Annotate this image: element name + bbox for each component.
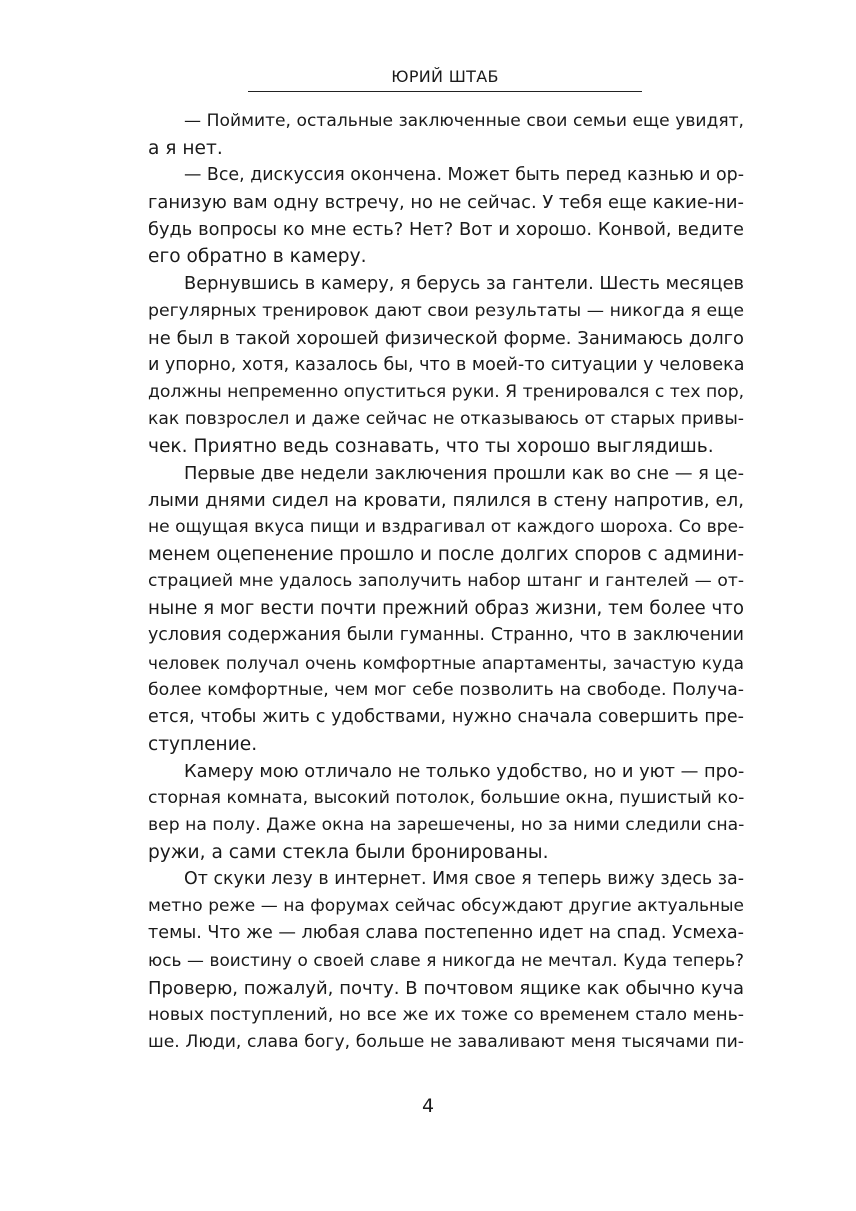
text-line: регулярных тренировок дают свои результаты — никогда я еще: [148, 300, 744, 321]
text-line: страцией мне удалось заполучить набор штанг и гантелей — от-: [148, 571, 744, 592]
header-rule: [248, 91, 642, 92]
text-line: более комфортные, чем мог себе позволить на свободе. Получа-: [148, 679, 744, 700]
text-line: ступление.: [148, 733, 258, 755]
text-line: ружи, а сами стекла были бронированы.: [148, 842, 549, 864]
text-line: условия содержания были гуманны. Странно, что в заключении: [148, 625, 744, 646]
text-line: менем оцепенение прошло и после долгих споров с админи-: [148, 544, 744, 566]
text-line: ше. Люди, слава богу, больше не заваливают меня тысячами пи-: [148, 1031, 744, 1052]
body-text: [148, 108, 744, 1056]
text-line: От скуки лезу в интернет. Имя свое я теперь вижу здесь за-: [184, 869, 744, 890]
text-line: Первые две недели заключения прошли как во сне — я це-: [184, 463, 744, 485]
text-line: не ощущая вкуса пищи и вздрагивал от каждого шороха. Со вре-: [148, 517, 745, 538]
text-line: метно реже — на форумах сейчас обсуждают другие актуальные: [148, 896, 744, 917]
page-number: 4: [421, 1095, 435, 1117]
text-line: Камеру мою отличало не только удобство, но и уют — про-: [184, 760, 745, 782]
text-line: — Все, дискуссия окончена. Может быть перед казнью и ор-: [184, 165, 744, 186]
text-line: ныне я мог вести почти прежний образ жизни, тем более что: [148, 598, 744, 620]
text-line: чек. Приятно ведь сознавать, что ты хорошо выглядишь.: [148, 435, 714, 457]
text-line: не был в такой хорошей физической форме. Занимаюсь долго: [148, 327, 744, 349]
text-line: его обратно в камеру.: [148, 246, 367, 268]
text-line: как повзрослел и даже сейчас не отказываюсь от старых привы-: [148, 408, 744, 429]
text-line: вер на полу. Даже окна на зарешечены, но за ними следили сна-: [148, 815, 745, 836]
text-line: человек получал очень комфортные апартаменты, зачастую куда: [148, 652, 744, 673]
text-line: а я нет.: [148, 138, 223, 160]
text-line: Вернувшись в камеру, я берусь за гантели. Шесть месяцев: [184, 273, 744, 295]
text-line: новых поступлений, но все же их тоже со временем стало мень-: [148, 1004, 744, 1025]
text-line: ганизую вам одну встречу, но не сейчас. У тебя еще какие-ни-: [148, 192, 744, 214]
text-line: ется, чтобы жить с удобствами, нужно сначала совершить пре-: [148, 706, 744, 727]
text-line: лыми днями сидел на кровати, пялился в стену напротив, ел,: [148, 490, 744, 512]
text-line: должны непременно опуститься руки. Я тренировался с тех пор,: [148, 381, 745, 402]
text-line: и упорно, хотя, казалось бы, что в моей-то ситуации у человека: [148, 354, 745, 375]
text-line: — Поймите, остальные заключенные свои семьи еще увидят,: [184, 111, 744, 131]
text-line: сторная комната, высокий потолок, большие окна, пушистый ко-: [148, 787, 745, 808]
text-line: юсь — воистину о своей славе я никогда не мечтал. Куда теперь?: [148, 950, 744, 971]
running-header-author: ЮРИЙ ШТАБ: [391, 67, 499, 86]
text-line: Проверю, пожалуй, почту. В почтовом ящике как обычно куча: [148, 977, 744, 999]
text-line: темы. Что же — любая слава постепенно идет на спад. Усмеха-: [148, 923, 745, 944]
text-line: будь вопросы ко мне есть? Нет? Вот и хорошо. Конвой, ведите: [148, 219, 744, 241]
